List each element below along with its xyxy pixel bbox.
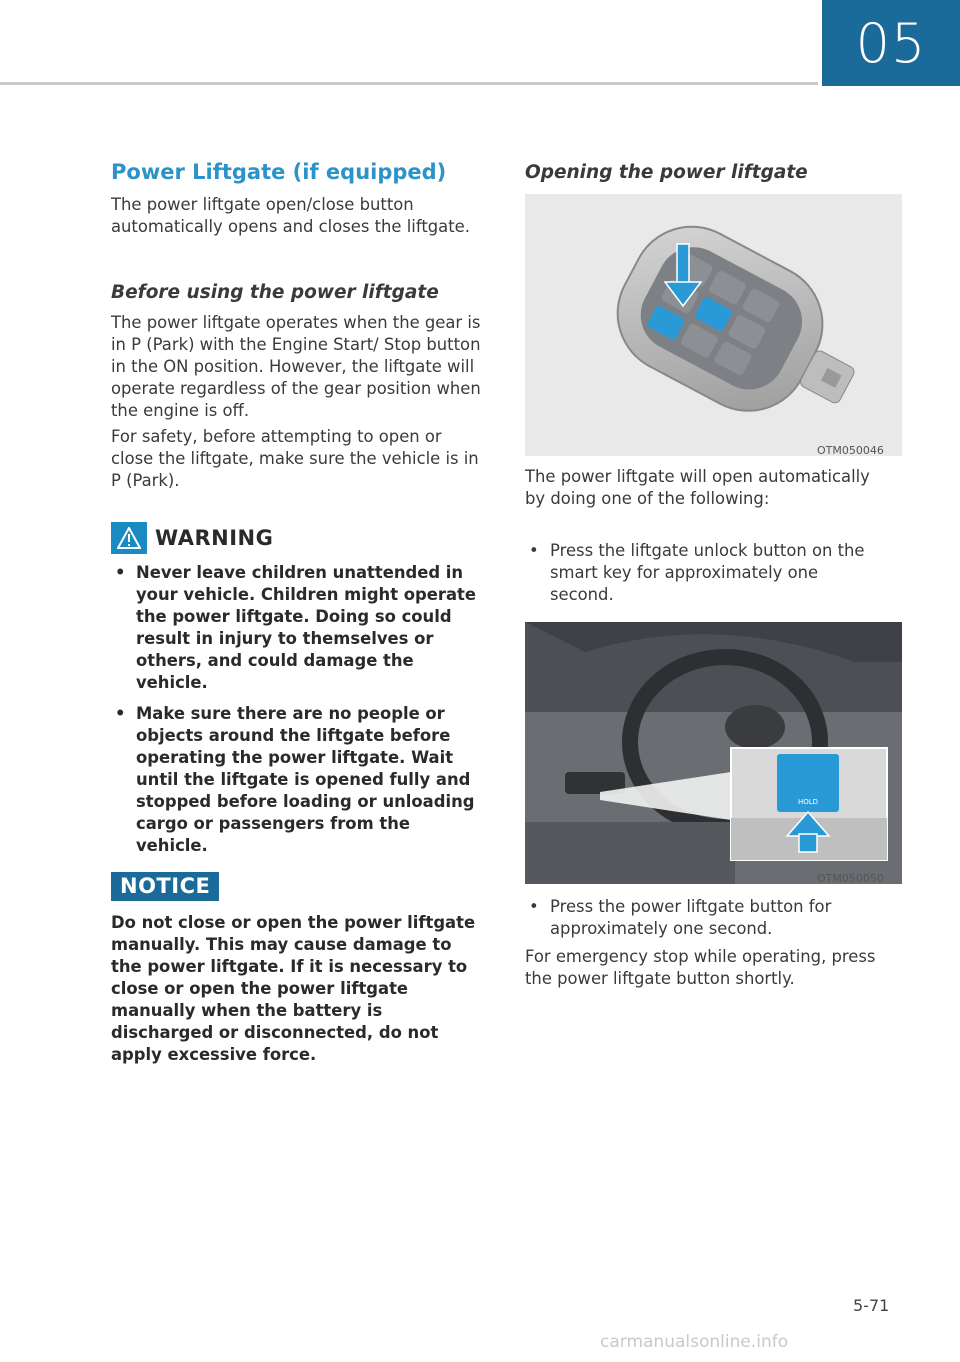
emergency-stop-paragraph: For emergency stop while operating, press the power liftgate button shortly. [525, 947, 876, 988]
open-method-dashboard-button: • Press the power liftgate button for approximately one second. [525, 896, 885, 940]
warning-header [111, 522, 273, 554]
subheading-opening: Opening the power liftgate [525, 162, 808, 183]
section-title: Power Liftgate (if equipped) [111, 160, 447, 184]
smart-key-image [525, 194, 902, 456]
warning-title: WARNING [155, 526, 274, 550]
watermark: carmanualsonline.info [600, 1332, 789, 1352]
warning-item-objects: • Make sure there are no people or objects around the liftgate before operating the power liftgate. Wait until the liftgate is opened fully and stopped before loading or unloading cargo or passengers from the vehicle. [111, 703, 483, 857]
warning-item-children: • Never leave children unattended in your vehicle. Children might operate the power liftgate. Doing so could result in injury to themselves or others, and could damage the vehicle. [111, 562, 483, 694]
notice-text: Do not close or open the power liftgate manually. This may cause damage to the power liftgate. If it is necessary to close or open the power liftgate manually when the battery is discharged or disconnected, do not apply excessive force. [111, 913, 476, 1064]
figure1-code: OTM050046 [817, 444, 884, 457]
notice-title: NOTICE [111, 872, 219, 901]
header-rule [0, 82, 818, 85]
subheading-before-using: Before using the power liftgate [111, 282, 439, 303]
open-methods-paragraph: The power liftgate will open automatically by doing one of the following: [525, 467, 870, 508]
intro-paragraph: The power liftgate open/close button automatically opens and closes the liftgate. [111, 195, 470, 236]
figure2-code: OTM050050 [817, 872, 884, 885]
safety-paragraph: For safety, before attempting to open or close the liftgate, make sure the vehicle is in P (Park). [111, 427, 479, 490]
warning-triangle-icon [111, 522, 147, 554]
open-method-list-2 [525, 896, 885, 940]
open-method-smart-key: • Press the liftgate unlock button on the smart key for approximately one second. [525, 540, 885, 606]
page-number: 5-71 [853, 1296, 890, 1315]
hold-label: HOLD [797, 798, 819, 806]
dashboard-button-image [525, 622, 902, 884]
operation-paragraph: The power liftgate operates when the gear is in P (Park) with the Engine Start/ Stop button in the ON position. However, the liftgate will operate regardless of the gear position when the engine is off. [111, 313, 481, 420]
notice-header [111, 872, 219, 901]
chapter-tab: 05 [822, 0, 960, 86]
warning-list [111, 562, 483, 866]
open-method-list-1 [525, 540, 885, 606]
